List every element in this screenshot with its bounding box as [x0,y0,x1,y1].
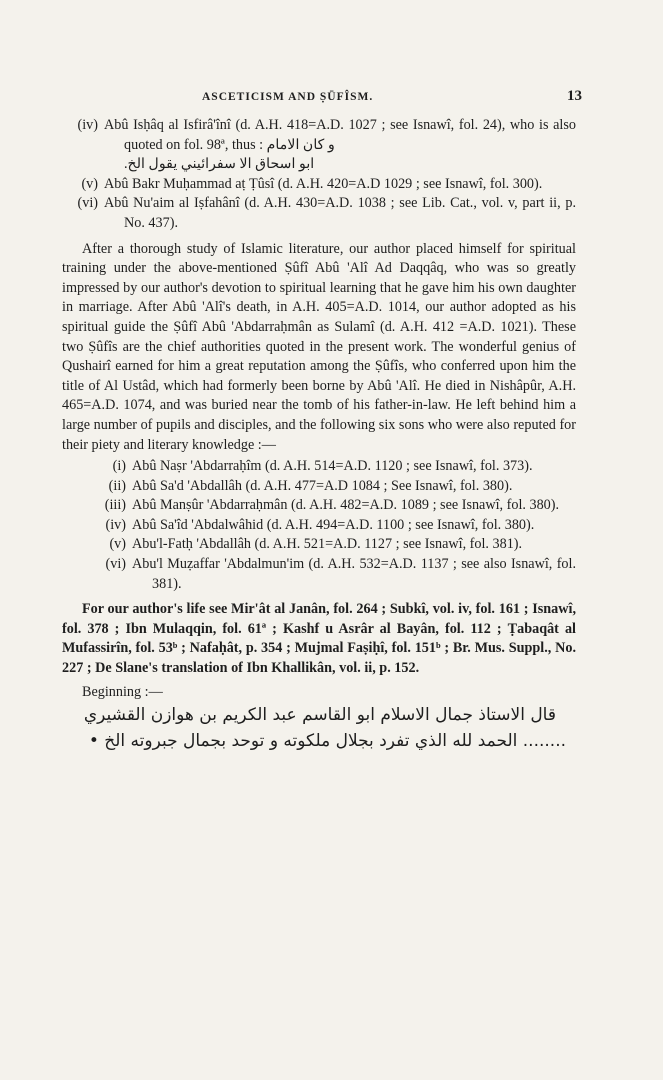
list-item [80,555,576,594]
item-text [104,116,576,175]
item-number: (iv) [77,117,98,133]
item-number: (vi) [77,195,98,212]
list-item [80,496,576,516]
item-text: Abu'l Muẓaffar 'Abdalmun'im (d. A.H. 532=A.D. 1137 ; see also Isnawî, fol. 381). [132,556,576,592]
page-number: 13 [567,88,582,104]
item-number: (iv) [105,516,126,533]
item-text: Abû Manṣûr 'Abdarraḥmân (d. A.H. 482=A.D. 1089 ; see Isnawî, fol. 380). [132,497,560,514]
item-text: Abû Naṣr 'Abdarraḥîm (d. A.H. 514=A.D. 1120 ; see Isnawî, fol. 373). [132,458,533,475]
list-item [80,477,576,497]
biography-paragraph: After a thorough study of Islamic literature, our author placed himself for spiritual training under the above-mentioned Ṣûfî Abû 'Alî Ad Daqqâq, who was so greatly impressed by our author's devotion to spiritual learning that he gave him his own daughter in marriage. After Abû 'Alî's death, in A.H. 405=A.D. 1014, our author adopted as his spiritual guide the Ṣûfî Abû 'Abdarraḥmân as Sulamî (d. A.H. 412 =A.D. 1021). These two Ṣûfîs are the chief authorities quoted in the present work. The wonderful genius of Qushairî earned for him a great reputation among the Ṣûfîs, who conferred upon him the title of Al Ustâd, which had formerly been borne by Abû 'Alî. He died in Nishâpûr, A.H. 465=A.D. 1074, and was buried near the tomb of his father-in-law. He left behind him a large number of pupils and disciples, and the following six sons who were also reputed for their piety and literary knowledge :— [62,240,576,453]
arabic-quote-2: ابو اسحاق الا سفرائيني يقول الخ. [124,156,315,173]
page-header [62,88,582,105]
arabic-incipit-line-2: ........ الحمد لله الذي تفرد بجلال ملكوته و توحد بجمال جبروته الخ • [88,731,566,752]
item-number: (i) [112,458,126,475]
item-text: Abû Sa'd 'Abdallâh (d. A.H. 477=A.D 1084 ; See Isnawî, fol. 380). [132,477,513,494]
arabic-quote: و كان الامام [266,136,335,153]
item-body: Abû Isḥâq al Isfirâ'înî (d. A.H. 418=A.D. 1027 ; see Isnawî, fol. 24), who is also quoted on fol. 98ª, thus : [104,117,576,153]
references-paragraph: For our author's life see Mir'ât al Janân, fol. 264 ; Subkî, vol. iv, fol. 161 ; Isnawî, fol. 378 ; Ibn Mulaqqin, fol. 61ª ; Kashf u Asrâr al Bayân, fol. 112 ; Ṭabaqât al Mufassirîn, fol. 53ᵇ ; Nafaḥât, p. 354 ; Mujmal Faṣiḥî, fol. 151ᵇ ; Br. Mus. Suppl., No. 227 ; De Slane's translation of Ibn Khallikân, vol. ii, p. 152. [62,601,576,677]
list-item [62,175,576,195]
page-body [62,116,576,754]
item-text: Abu'l-Fatḥ 'Abdallâh (d. A.H. 521=A.D. 1127 ; see Isnawî, fol. 381). [132,536,523,553]
arabic-incipit-line-1: قال الاستاذ جمال الاسلام ابو القاسم عبد الكريم بن هوازن القشيري [83,705,556,726]
running-head: ASCETICISM AND ṢŪFÎSM. [202,91,374,103]
item-number: (vi) [105,556,126,573]
item-number: (iii) [104,497,126,514]
item-text: Abû Sa'îd 'Abdalwâhid (d. A.H. 494=A.D. 1100 ; see Isnawî, fol. 380). [132,516,535,533]
item-text: Abû Bakr Muḥammad aṭ Ṭûsî (d. A.H. 420=A.D 1029 ; see Isnawî, fol. 300). [104,175,543,192]
item-number: (ii) [108,477,126,494]
list-item [80,457,576,477]
list-item [80,535,576,555]
item-number: (v) [81,175,98,192]
beginning-label: Beginning :— [82,683,163,700]
list-item [62,116,576,175]
list-item [62,194,576,233]
sons-list [80,457,576,594]
item-text: Abû Nu'aim al Iṣfahânî (d. A.H. 430=A.D. 1038 ; see Lib. Cat., vol. v, part ii, p. No. 437). [104,195,576,231]
list-item [80,516,576,536]
item-number: (v) [109,536,126,553]
